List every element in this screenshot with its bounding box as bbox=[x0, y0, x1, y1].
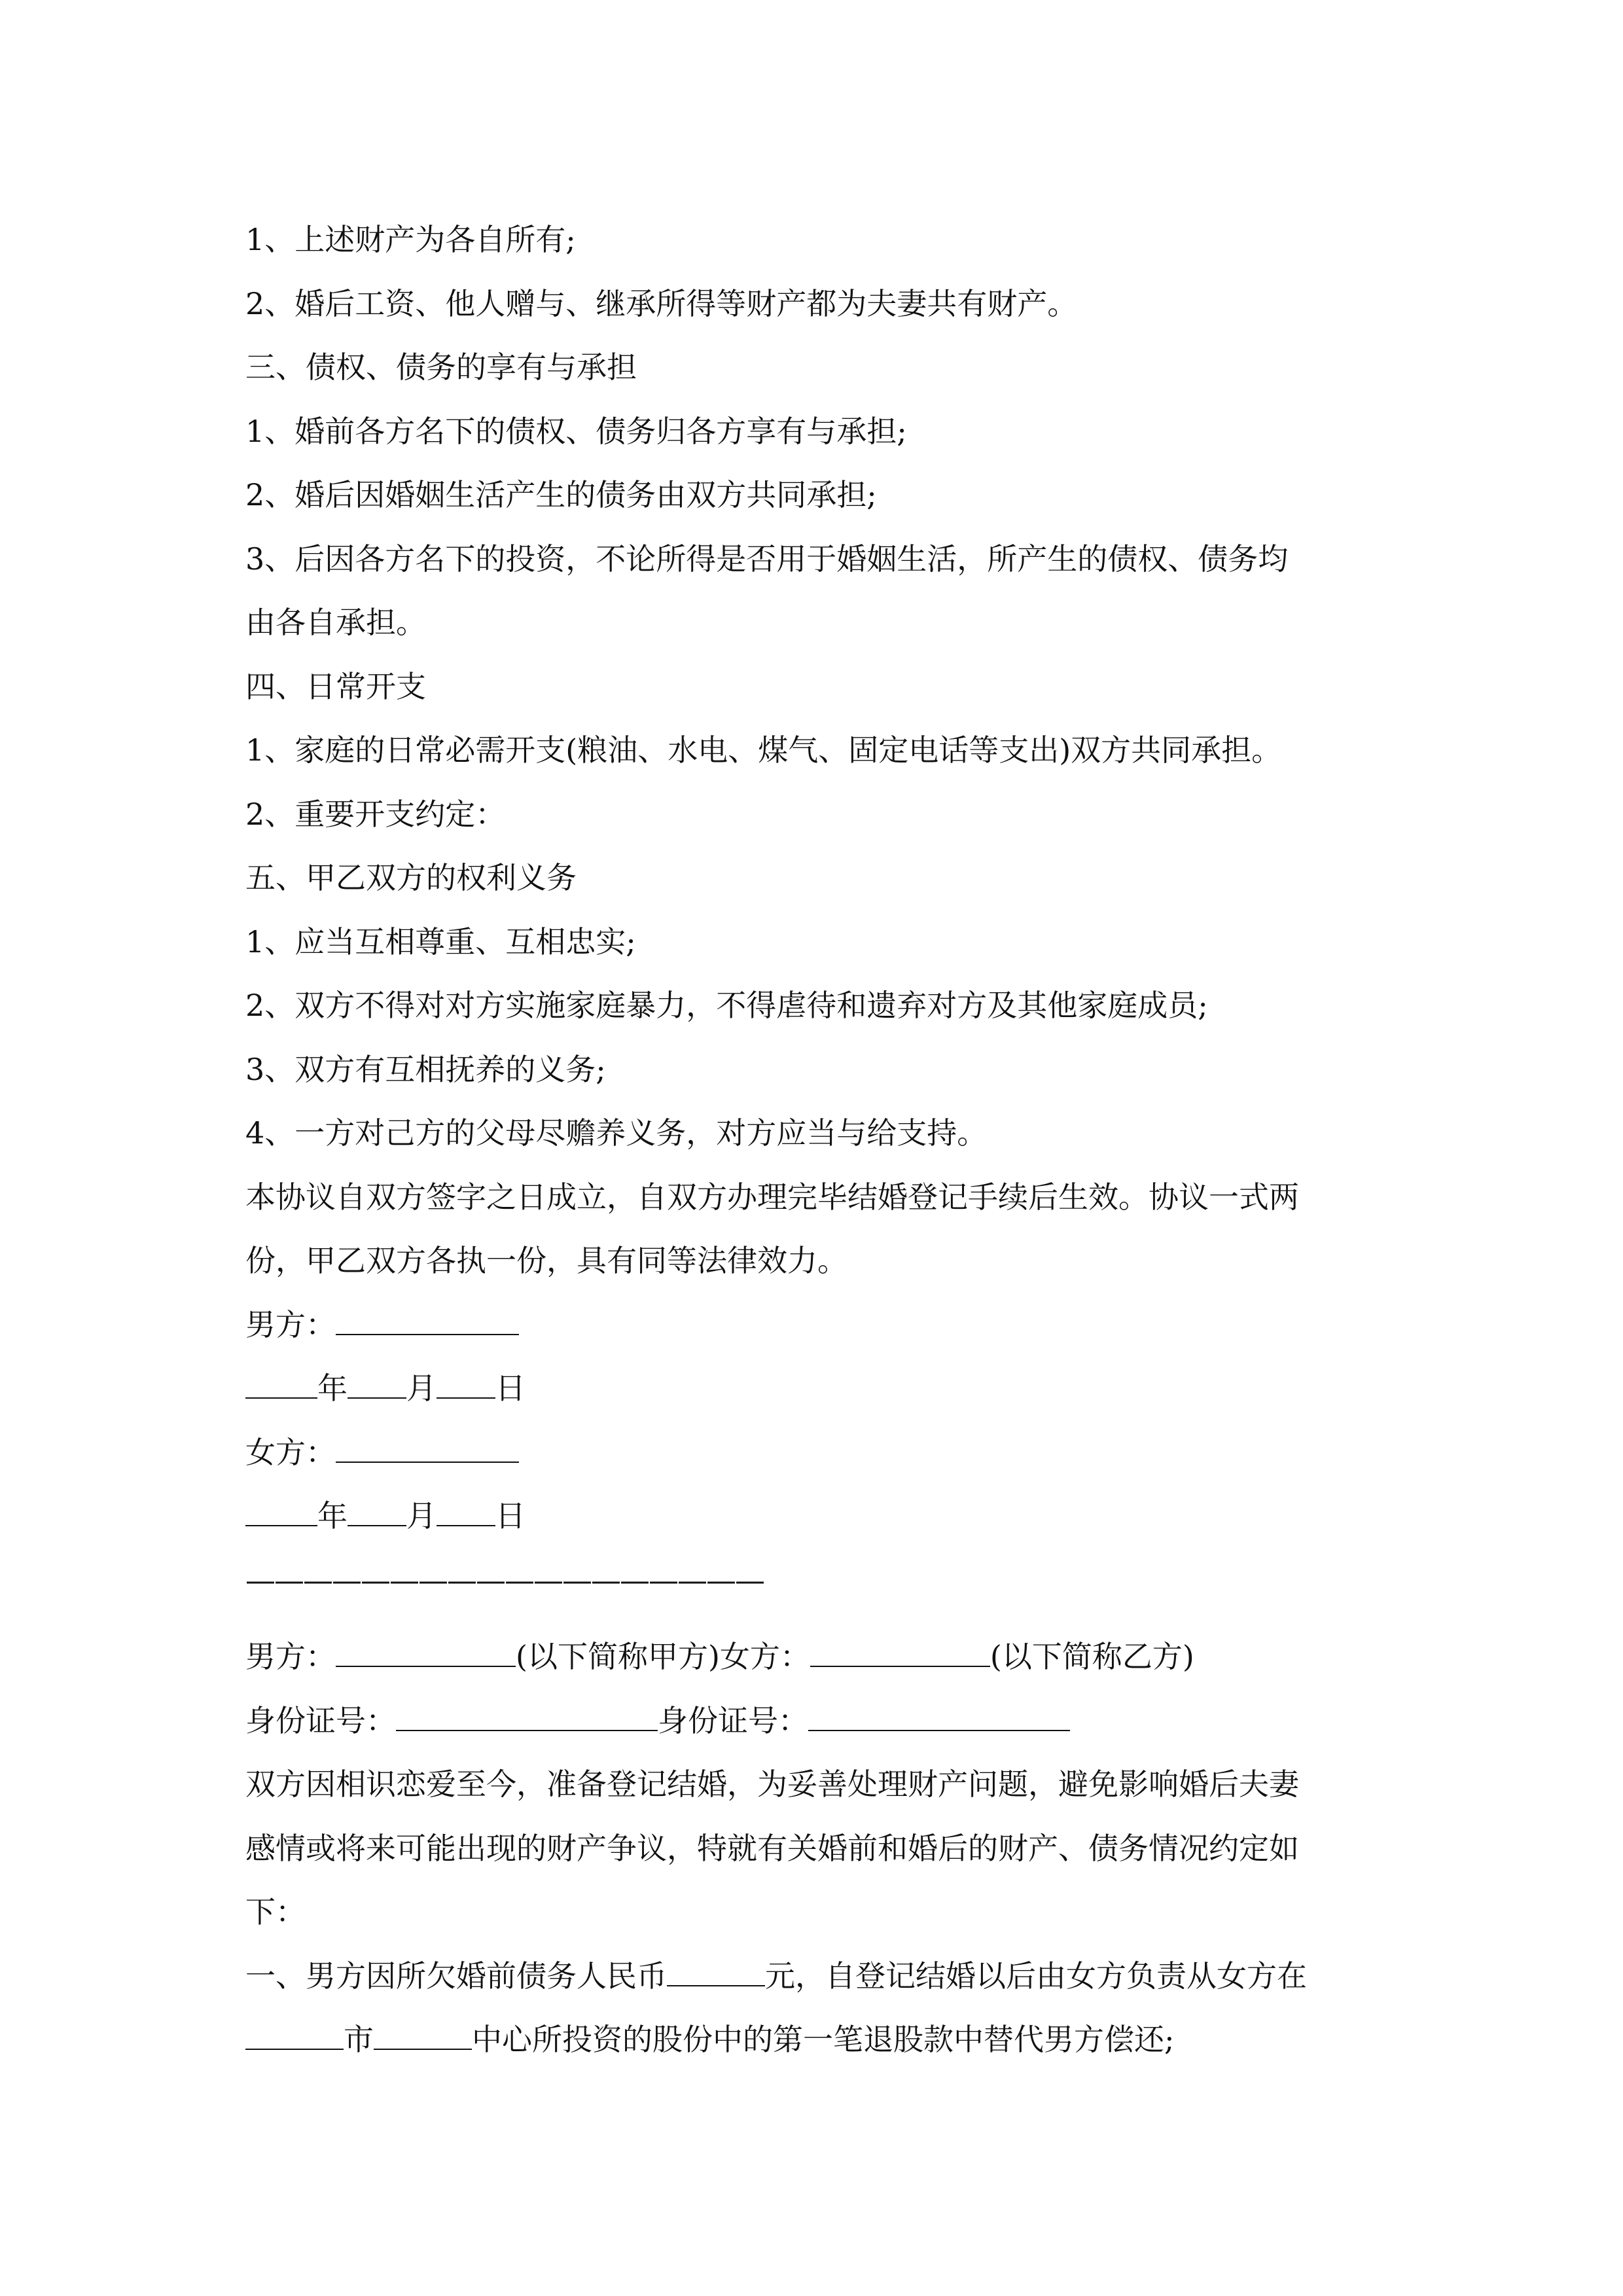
male-date-line bbox=[245, 1357, 1391, 1421]
male-label: 男方： bbox=[245, 1639, 336, 1674]
male-id-blank[interactable] bbox=[396, 1697, 658, 1731]
text-line: 3、双方有互相抚养的义务; bbox=[245, 1051, 606, 1087]
id-label: 身份证号： bbox=[245, 1702, 396, 1738]
amount-blank[interactable] bbox=[667, 1952, 765, 1986]
text-line: 1、家庭的日常必需开支(粮油、水电、煤气、固定电话等支出)双方共同承担。 bbox=[245, 732, 1282, 768]
text-line: 4、一方对己方的父母尽赡养义务，对方应当与给支持。 bbox=[245, 1115, 988, 1151]
text-line: 1、应当互相尊重、互相忠实; bbox=[245, 924, 636, 960]
text-line: 双方因相识恋爱至今，准备登记结婚，为妥善处理财产问题，避免影响婚后夫妻 bbox=[245, 1767, 1299, 1802]
male-alias: (以下简称甲方) bbox=[516, 1639, 720, 1674]
text-line: 本协议自双方签字之日成立，自双方办理完毕结婚登记手续后生效。协议一式两 bbox=[245, 1179, 1299, 1215]
clause-text: 市 bbox=[344, 2022, 374, 2057]
clause-one-line bbox=[245, 1945, 1391, 2009]
id-line bbox=[245, 1689, 1391, 1753]
female-alias: (以下简称乙方) bbox=[990, 1639, 1194, 1674]
male-signature-blank[interactable] bbox=[336, 1301, 519, 1335]
text-line: 3、后因各方名下的投资，不论所得是否用于婚姻生活，所产生的债权、债务均 bbox=[245, 541, 1289, 577]
day-label: 日 bbox=[495, 1498, 526, 1534]
year-label: 年 bbox=[317, 1498, 348, 1534]
month-label: 月 bbox=[406, 1498, 437, 1534]
month-blank[interactable] bbox=[348, 1365, 406, 1399]
day-blank[interactable] bbox=[437, 1365, 495, 1399]
male-name-blank[interactable] bbox=[336, 1633, 516, 1667]
center-blank[interactable] bbox=[374, 2016, 472, 2050]
text-line: 由各自承担。 bbox=[245, 605, 426, 640]
female-signature-line bbox=[245, 1421, 1391, 1485]
day-label: 日 bbox=[495, 1371, 526, 1406]
text-line: 感情或将来可能出现的财产争议，特就有关婚前和婚后的财产、债务情况约定如 bbox=[245, 1830, 1299, 1866]
day-blank[interactable] bbox=[437, 1492, 495, 1526]
parties-line bbox=[245, 1625, 1391, 1689]
clause-text: 一、男方因所欠婚前债务人民币 bbox=[245, 1958, 667, 1994]
clause-text: 中心所投资的股份中的第一笔退股款中替代男方偿还; bbox=[472, 2022, 1175, 2057]
section-heading: 五、甲乙双方的权利义务 bbox=[245, 860, 577, 895]
text-line: 2、婚后工资、他人赠与、继承所得等财产都为夫妻共有财产。 bbox=[245, 285, 1078, 321]
clause-one-line-2 bbox=[245, 2008, 1391, 2072]
year-blank[interactable] bbox=[245, 1492, 317, 1526]
text-line: 2、重要开支约定： bbox=[245, 796, 506, 832]
month-blank[interactable] bbox=[348, 1492, 406, 1526]
clause-text: 元，自登记结婚以后由女方负责从女方在 bbox=[765, 1958, 1307, 1994]
female-label: 女方： bbox=[719, 1639, 810, 1674]
text-line: 2、双方不得对对方实施家庭暴力，不得虐待和遗弃对方及其他家庭成员; bbox=[245, 988, 1208, 1023]
female-date-line bbox=[245, 1484, 1391, 1549]
male-label: 男方： bbox=[245, 1306, 336, 1342]
year-label: 年 bbox=[317, 1371, 348, 1406]
document-page bbox=[245, 208, 1391, 2072]
id-label: 身份证号： bbox=[658, 1702, 808, 1738]
text-line: 2、婚后因婚姻生活产生的债务由双方共同承担; bbox=[245, 477, 877, 512]
separator: —————————————————— bbox=[245, 1562, 764, 1598]
male-signature-line bbox=[245, 1293, 1391, 1357]
text-line: 1、上述财产为各自所有; bbox=[245, 222, 576, 257]
text-line: 下： bbox=[245, 1894, 306, 1929]
section-heading: 三、债权、债务的享有与承担 bbox=[245, 350, 637, 385]
city-blank[interactable] bbox=[245, 2016, 344, 2050]
text-line: 份，甲乙双方各执一份，具有同等法律效力。 bbox=[245, 1243, 847, 1278]
female-label: 女方： bbox=[245, 1434, 336, 1470]
female-name-blank[interactable] bbox=[810, 1633, 990, 1667]
female-id-blank[interactable] bbox=[808, 1697, 1070, 1731]
month-label: 月 bbox=[406, 1371, 437, 1406]
female-signature-blank[interactable] bbox=[336, 1429, 519, 1463]
section-heading: 四、日常开支 bbox=[245, 668, 426, 704]
text-line: 1、婚前各方名下的债权、债务归各方享有与承担; bbox=[245, 413, 907, 449]
year-blank[interactable] bbox=[245, 1365, 317, 1399]
